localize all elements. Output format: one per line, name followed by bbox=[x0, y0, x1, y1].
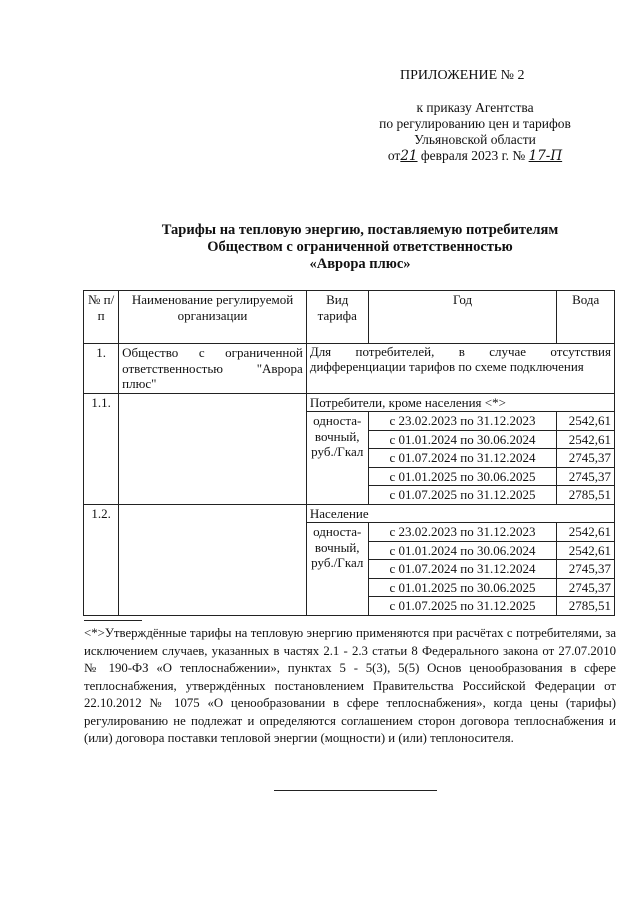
header-num: № п/п bbox=[84, 291, 119, 344]
period-cell: с 01.07.2025 по 31.12.2025 bbox=[368, 597, 557, 616]
row-num: 1.2. bbox=[84, 504, 119, 615]
table-row bbox=[84, 344, 615, 394]
table-row bbox=[84, 393, 615, 412]
table-header-row bbox=[84, 291, 615, 344]
order-reference bbox=[330, 100, 620, 164]
period-cell: с 23.02.2023 по 31.12.2023 bbox=[368, 523, 557, 542]
title-line: Обществом с ограниченной ответственностью bbox=[207, 239, 513, 255]
tariff-type-line: руб./Гкал bbox=[311, 444, 364, 459]
handwritten-day: 21 bbox=[400, 148, 418, 164]
header-water: Вода bbox=[557, 291, 615, 344]
date-prefix: от bbox=[387, 148, 401, 163]
title-line: Тарифы на тепловую энергию, поставляемую потребителям bbox=[161, 222, 559, 238]
value-cell: 2745,37 bbox=[557, 560, 615, 579]
value-cell: 2542,61 bbox=[557, 412, 615, 431]
footnote-text: <*>Утверждённые тарифы на тепловую энергию применяются при расчётах с потребителями, за исключением случаев, указанных в частях 2.1 - 2.3 статьи 8 Федерального закона от 27.07.2010 № 190-ФЗ «О теплоснабжении», пунктах 5 - 5(3), 5(5) Основ ценообразования в сфере теплоснабжения, утверждённых постановлением Правительства Российской Федерации от 22.10.2012 № 1075 «О ценообразовании в сфере теплоснабжения», когда цены (тарифы) регулированию не подлежат и определяются соглашением сторон договора теплоснабжения и (или) договора поставки тепловой энергии (мощности) и (или) теплоносителя. bbox=[84, 626, 616, 745]
order-line: к приказу Агентства bbox=[416, 100, 534, 115]
handwritten-order-number: 17-П bbox=[528, 148, 563, 164]
title-line: «Аврора плюс» bbox=[309, 256, 411, 272]
header-year: Год bbox=[368, 291, 557, 344]
value-cell: 2542,61 bbox=[557, 541, 615, 560]
value-cell: 2785,51 bbox=[557, 486, 615, 505]
org-name-cell: Общество с ограниченной ответственностью "Аврора плюс" bbox=[119, 344, 307, 394]
value-cell: 2785,51 bbox=[557, 597, 615, 616]
row-num: 1.1. bbox=[84, 393, 119, 504]
order-line: по регулированию цен и тарифов bbox=[379, 116, 571, 131]
group-label: Население bbox=[306, 504, 614, 523]
value-cell: 2745,37 bbox=[557, 467, 615, 486]
tariff-table bbox=[83, 290, 615, 616]
period-cell: с 01.07.2025 по 31.12.2025 bbox=[368, 486, 557, 505]
tariff-type-cell bbox=[306, 412, 368, 505]
value-cell: 2745,37 bbox=[557, 449, 615, 468]
order-date-line bbox=[330, 148, 620, 164]
period-cell: с 23.02.2023 по 31.12.2023 bbox=[368, 412, 557, 431]
period-cell: с 01.01.2024 по 30.06.2024 bbox=[368, 541, 557, 560]
period-cell: с 01.07.2024 по 31.12.2024 bbox=[368, 560, 557, 579]
table-row bbox=[84, 504, 615, 523]
tariff-type-cell bbox=[306, 523, 368, 616]
period-cell: с 01.01.2025 по 30.06.2025 bbox=[368, 467, 557, 486]
tariff-type-line: односта- bbox=[313, 413, 362, 428]
period-cell: с 01.01.2025 по 30.06.2025 bbox=[368, 578, 557, 597]
value-cell: 2542,61 bbox=[557, 523, 615, 542]
period-cell: с 01.07.2024 по 31.12.2024 bbox=[368, 449, 557, 468]
header-tariff-type: Вид тарифа bbox=[306, 291, 368, 344]
tariff-type-line: односта- bbox=[313, 524, 362, 539]
header-org-name: Наименование регулируемой организации bbox=[119, 291, 307, 344]
order-line: Ульяновской области bbox=[414, 132, 536, 147]
period-cell: с 01.01.2024 по 30.06.2024 bbox=[368, 430, 557, 449]
tariff-type-line: вочный, bbox=[314, 539, 360, 555]
empty-cell bbox=[119, 393, 307, 504]
row-num: 1. bbox=[84, 344, 119, 394]
end-divider bbox=[274, 790, 437, 791]
footnote-divider bbox=[84, 620, 142, 621]
document-title bbox=[60, 222, 640, 273]
date-rest: февраля 2023 г. № bbox=[420, 148, 526, 163]
empty-cell bbox=[119, 504, 307, 615]
tariff-type-line: руб./Гкал bbox=[311, 555, 364, 570]
appendix-label: ПРИЛОЖЕНИЕ № 2 bbox=[400, 68, 525, 83]
org-description-cell: Для потребителей, в случае отсутствия дифференциации тарифов по схеме подключения bbox=[306, 344, 614, 394]
group-label: Потребители, кроме населения <*> bbox=[306, 393, 614, 412]
value-cell: 2542,61 bbox=[557, 430, 615, 449]
tariff-type-line: вочный, bbox=[314, 428, 360, 444]
value-cell: 2745,37 bbox=[557, 578, 615, 597]
